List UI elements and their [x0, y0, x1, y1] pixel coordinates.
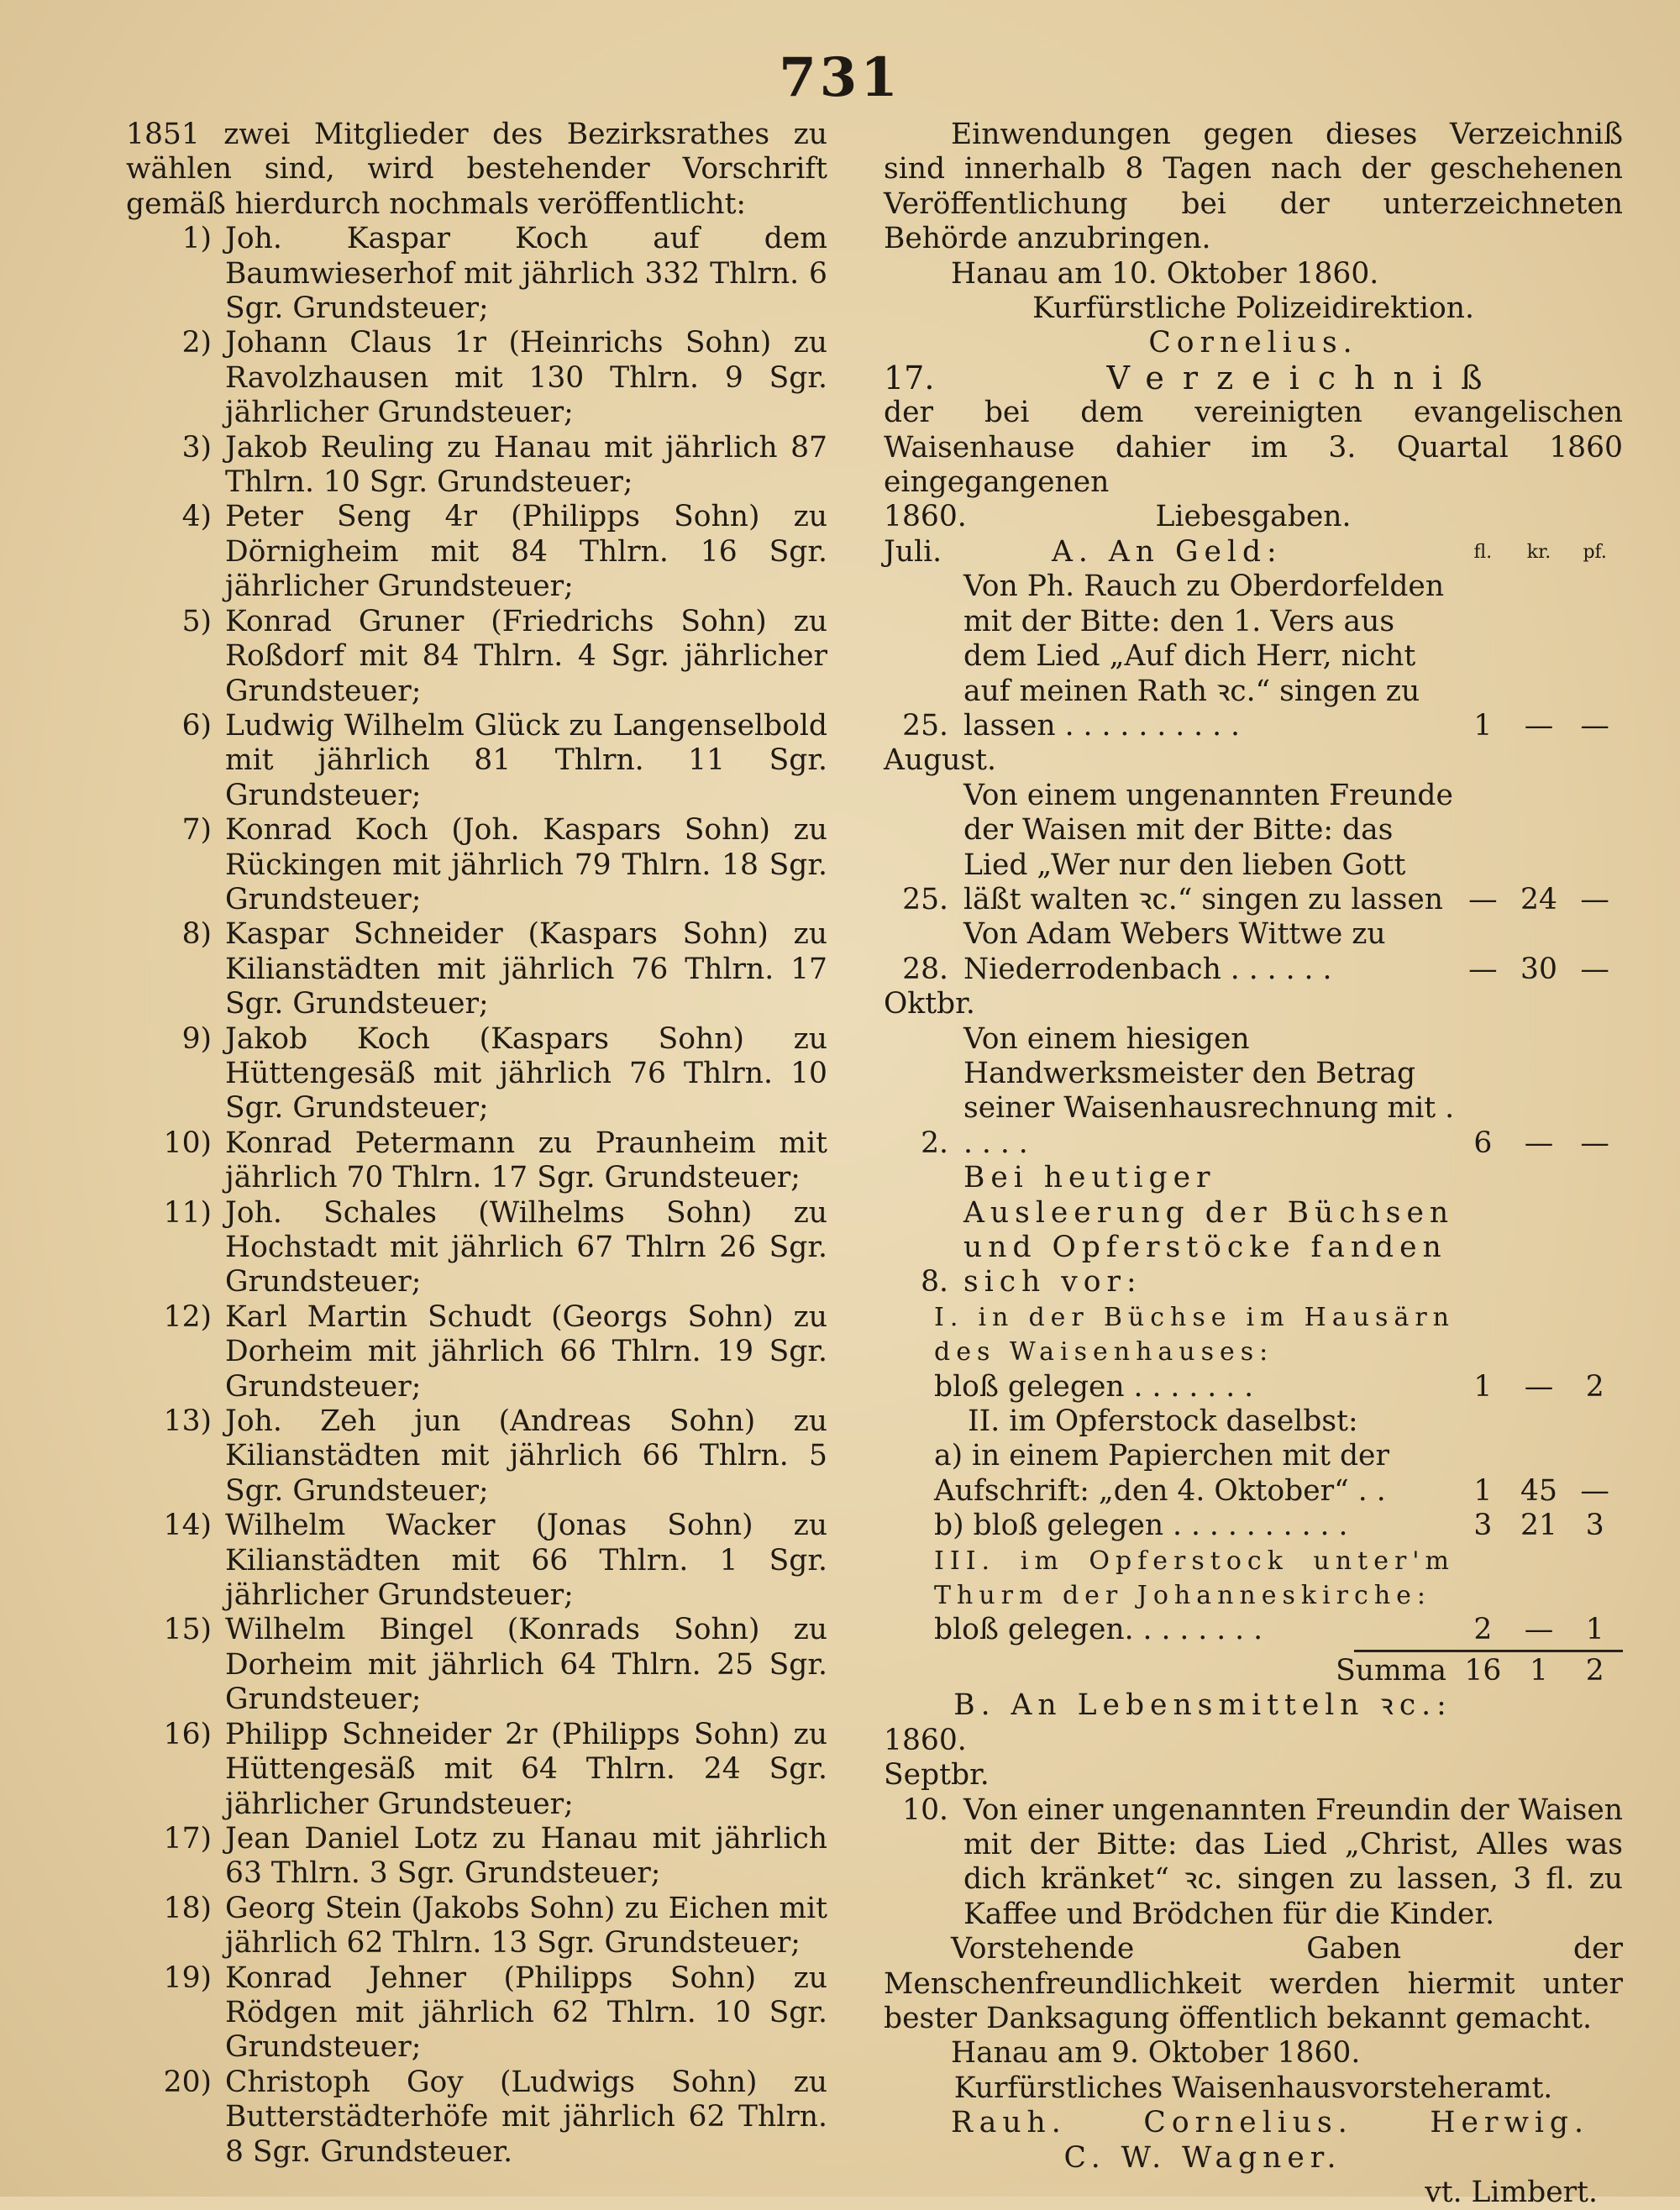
amount-fl: 6: [1473, 1126, 1493, 1160]
list-item: [126, 222, 827, 326]
list-item: [126, 1892, 827, 1961]
entry-date: 8.: [921, 1265, 948, 1299]
item-number: 12): [163, 1299, 212, 1334]
entry-row: [884, 1161, 1623, 1300]
list-item: [126, 1718, 827, 1822]
section-number: 17.: [884, 359, 935, 396]
item-number: 8): [181, 917, 212, 952]
entry-amount: [1455, 883, 1623, 917]
list-item: [126, 2066, 827, 2170]
heading-b: B. An Lebensmitteln ꝛc.:: [953, 1688, 1452, 1723]
item-number: 6): [181, 708, 212, 743]
item-number: 15): [163, 1613, 212, 1647]
amount-pf: —: [1580, 708, 1609, 743]
signer-1: Cornelius.: [1148, 326, 1358, 360]
signature: Herwig.: [1430, 2106, 1589, 2140]
sum-rule: [1354, 1650, 1623, 1652]
entry-row: [884, 1370, 1623, 1404]
list-item: [126, 1300, 827, 1404]
signature-row: [884, 2106, 1623, 2140]
item-text: Joh. Kaspar Koch auf dem Baumwieserhof mit jährlich 332 Thlrn. 6 Sgr. Grundsteuer;: [225, 222, 827, 326]
month-label: Septbr.: [884, 1758, 990, 1793]
amount-pf: 1: [1585, 1613, 1604, 1647]
candidate-list: [126, 222, 827, 2170]
item-text: Konrad Petermann zu Praunheim mit jährlich 70 Thlrn. 17 Sgr. Grundsteuer;: [225, 1126, 827, 1195]
intro-paragraph: 1851 zwei Mitglieder des Bezirksrathes zu wählen sind, wird bestehender Vorschrift gemäß hierdurch nochmals veröffentlicht:: [126, 118, 827, 221]
item-number: 1): [181, 222, 212, 256]
amount-fl: 1: [1473, 1473, 1493, 1508]
entry-text: b) bloß gelegen . . . . . . . . . .: [934, 1509, 1348, 1543]
entry-text: bloß gelegen . . . . . . .: [934, 1369, 1254, 1404]
authority-1: Kurfürstliche Polizeidirektion.: [1032, 291, 1474, 326]
section-header: [884, 361, 1623, 396]
list-item: [126, 500, 827, 604]
item-number: 14): [163, 1509, 212, 1543]
list-item: [126, 605, 827, 709]
entry-date: 25.: [902, 708, 948, 743]
item-text: Joh. Schales (Wilhelms Sohn) zu Hochstadt mit jährlich 67 Thlrn 26 Sgr. Grundsteuer;: [225, 1195, 827, 1299]
entry-row: [884, 1439, 1623, 1509]
entry-amount: [1455, 1613, 1623, 1647]
currency-kr: kr.: [1526, 541, 1551, 563]
item-number: 7): [181, 813, 212, 848]
month-label: August.: [884, 743, 996, 778]
list-item: [126, 1126, 827, 1196]
amount-kr: —: [1524, 1613, 1554, 1647]
amount-pf: —: [1580, 882, 1609, 916]
list-item: [126, 1961, 827, 2066]
entry-amount: [1455, 1474, 1623, 1509]
amount-kr: 45: [1520, 1473, 1557, 1508]
item-text: Konrad Koch (Joh. Kaspars Sohn) zu Rückingen mit jährlich 79 Thlrn. 18 Sgr. Grundsteuer;: [225, 813, 827, 916]
amount-fl: —: [1468, 952, 1498, 986]
entry-amount: [1455, 1126, 1623, 1161]
amount-pf: —: [1580, 1126, 1609, 1160]
item-text: Jakob Koch (Kaspars Sohn) zu Hüttengesäß mit jährlich 76 Thlrn. 10 Sgr. Grundsteuer;: [225, 1021, 827, 1126]
entry-text: Von einem hiesigen Handwerksmeister den Betrag seiner Waisenhausrechnung mit . . . . .: [963, 1021, 1455, 1160]
entry-date: 2.: [921, 1126, 948, 1160]
item-number: 9): [181, 1021, 212, 1056]
item-text: Karl Martin Schudt (Georgs Sohn) zu Dorheim mit jährlich 66 Thlrn. 19 Sgr. Grundsteuer;: [225, 1299, 827, 1404]
item-text: Peter Seng 4r (Philipps Sohn) zu Dörnigheim mit 84 Thlrn. 16 Sgr. jährlicher Grundsteuer;: [225, 500, 827, 604]
item-text: Johann Claus 1r (Heinrichs Sohn) zu Ravolzhausen mit 130 Thlrn. 9 Sgr. jährlicher Grundsteuer;: [225, 326, 827, 430]
signature: Rauh.: [951, 2106, 1067, 2140]
entry-amount: [1455, 1370, 1623, 1404]
entry-text: Von Adam Webers Wittwe zu Niederrodenbach . . . . . .: [963, 917, 1386, 986]
amount-kr: —: [1524, 1126, 1554, 1160]
entry-row: [884, 1793, 1623, 1933]
month-label: Oktbr.: [884, 987, 975, 1021]
amount-pf: 3: [1585, 1509, 1604, 1543]
entry-row: [884, 1022, 1623, 1162]
year-label: 1860.: [884, 500, 967, 534]
item-number: 2): [181, 326, 212, 360]
month-label: Juli.: [884, 534, 942, 569]
right-column: [884, 118, 1623, 2210]
list-item: [126, 1022, 827, 1126]
left-column: [126, 118, 827, 2170]
sub-heading-3: III. im Opferstock unter'm Thurm der Johanneskirche:: [934, 1546, 1455, 1611]
list-item: [126, 709, 827, 813]
item-number: 5): [181, 604, 212, 638]
list-item: [126, 1196, 827, 1300]
item-text: Konrad Jehner (Philipps Sohn) zu Rödgen mit jährlich 62 Thlrn. 10 Sgr. Grundsteuer;: [225, 1961, 827, 2065]
amount-pf: 2: [1585, 1653, 1604, 1688]
item-number: 18): [163, 1891, 212, 1925]
amount-pf: —: [1580, 952, 1609, 986]
amount-fl: 16: [1464, 1653, 1502, 1688]
entry-text: Bei heutiger Ausleerung der Büchsen und Opferstöcke fanden sich vor:: [963, 1161, 1455, 1299]
entry-text: Von einer ungenannten Freundin der Waisen mit der Bitte: das Lied „Christ, Alles was dich kränket“ ꝛc. singen zu lassen, 3 fl. zu Kaffee und Brödchen für die Kinder.: [963, 1793, 1623, 1931]
sub-heading-1: I. in der Büchse im Hausärn des Waisenhauses:: [934, 1302, 1455, 1367]
list-item: [126, 431, 827, 501]
amount-kr: —: [1524, 708, 1554, 743]
objection-paragraph: Einwendungen gegen dieses Verzeichniß sind innerhalb 8 Tagen nach der geschehenen Veröffentlichung bei der unterzeichneten Behörde anzubringen.: [884, 118, 1623, 256]
list-item: [126, 813, 827, 917]
item-number: 13): [163, 1404, 212, 1439]
list-item: [126, 326, 827, 430]
currency-header: [1455, 535, 1623, 570]
entry-row: [884, 570, 1623, 743]
item-text: Joh. Zeh jun (Andreas Sohn) zu Kilianstädten mit jährlich 66 Thlrn. 5 Sgr. Grundsteuer;: [225, 1404, 827, 1508]
amount-fl: 3: [1473, 1509, 1493, 1543]
item-text: Jakob Reuling zu Hanau mit jährlich 87 Thlrn. 10 Sgr. Grundsteuer;: [225, 430, 827, 500]
amount-fl: —: [1468, 882, 1498, 916]
item-text: Wilhelm Wacker (Jonas Sohn) zu Kilianstädten mit 66 Thlrn. 1 Sgr. jährlicher Grundsteuer;: [225, 1509, 827, 1613]
entry-date: 28.: [902, 952, 948, 986]
entry-date: 25.: [902, 882, 948, 916]
item-text: Wilhelm Bingel (Konrads Sohn) zu Dorheim mit jährlich 64 Thlrn. 25 Sgr. Grundsteuer;: [225, 1613, 827, 1717]
amount-fl: 2: [1473, 1613, 1493, 1647]
entry-text: bloß gelegen. . . . . . . .: [934, 1613, 1263, 1647]
item-number: 3): [181, 430, 212, 465]
item-number: 16): [163, 1717, 212, 1751]
entry-date: 10.: [902, 1793, 948, 1827]
entry-amount: [1455, 1509, 1623, 1543]
signature: C. W. Wagner.: [1063, 2140, 1342, 2175]
entry-text: a) in einem Papierchen mit der Aufschrift: „den 4. Oktober“ . .: [934, 1439, 1389, 1508]
amount-pf: 2: [1585, 1369, 1604, 1404]
entry-row: [884, 917, 1623, 987]
item-text: Konrad Gruner (Friedrichs Sohn) zu Roßdorf mit 84 Thlrn. 4 Sgr. jährlicher Grundsteuer;: [225, 604, 827, 708]
place-date-2: Hanau am 9. Oktober 1860.: [951, 2036, 1361, 2071]
list-item: [126, 917, 827, 1021]
item-text: Philipp Schneider 2r (Philipps Sohn) zu Hüttengesäß mit 64 Thlrn. 24 Sgr. jährlicher Grundsteuer;: [225, 1717, 827, 1821]
item-number: 17): [163, 1821, 212, 1856]
section-title: Verzeichniß: [1106, 359, 1501, 396]
entry-text: Von einem ungenannten Freunde der Waisen mit der Bitte: das Lied „Wer nur den lieben Gott läßt walten ꝛc.“ singen zu lassen: [963, 778, 1453, 916]
item-text: Christoph Goy (Ludwigs Sohn) zu Butterstädterhöfe mit jährlich 62 Thlrn. 8 Sgr. Grundsteuer.: [225, 2065, 827, 2169]
sum-amount: [1455, 1654, 1623, 1688]
amount-fl: 1: [1473, 1369, 1493, 1404]
head-a-row: [884, 535, 1623, 570]
amount-kr: 30: [1520, 952, 1557, 986]
entry-row: [884, 779, 1623, 918]
item-number: 20): [163, 2065, 212, 2099]
page-number: 731: [779, 46, 901, 109]
list-item: [126, 1822, 827, 1892]
thanks-paragraph: Vorstehende Gaben der Menschenfreundlichkeit werden hiermit unter bester Danksagung öffentlich bekannt gemacht.: [884, 1932, 1623, 2035]
item-number: 11): [163, 1195, 212, 1230]
amount-kr: 1: [1530, 1653, 1548, 1688]
entry-row: [884, 1613, 1623, 1647]
amount-fl: 1: [1473, 708, 1493, 743]
item-number: 4): [181, 500, 212, 534]
authority-2: Kurfürstliches Waisenhausvorsteheramt.: [953, 2071, 1553, 2105]
item-text: Jean Daniel Lotz zu Hanau mit jährlich 63 Thlrn. 3 Sgr. Grundsteuer;: [225, 1821, 827, 1891]
amount-kr: 24: [1520, 882, 1557, 916]
year-subtitle-row: [884, 500, 1623, 534]
signature: vt. Limbert.: [1425, 2175, 1598, 2209]
item-text: Georg Stein (Jakobs Sohn) zu Eichen mit jährlich 62 Thlrn. 13 Sgr. Grundsteuer;: [225, 1891, 827, 1961]
item-text: Kaspar Schneider (Kaspars Sohn) zu Kilianstädten mit jährlich 76 Thlrn. 17 Sgr. Grundsteuer;: [225, 917, 827, 1021]
section-subtitle: der bei dem vereinigten evangelischen Waisenhause dahier im 3. Quartal 1860 eingegangenen: [884, 396, 1623, 500]
entry-amount: [1455, 953, 1623, 987]
amount-kr: —: [1524, 1369, 1554, 1404]
amount-pf: —: [1580, 1473, 1609, 1508]
list-item: [126, 1613, 827, 1717]
sum-row: [884, 1654, 1623, 1688]
entry-amount: [1455, 709, 1623, 743]
place-date-1: Hanau am 10. Oktober 1860.: [951, 256, 1379, 291]
list-item: [126, 1509, 827, 1613]
list-item: [126, 1404, 827, 1509]
item-number: 10): [163, 1126, 212, 1160]
item-text: Ludwig Wilhelm Glück zu Langenselbold mit jährlich 81 Thlrn. 11 Sgr. Grundsteuer;: [225, 708, 827, 812]
year-label: 1860.: [884, 1723, 967, 1757]
entry-text: Von Ph. Rauch zu Oberdorfelden mit der Bitte: den 1. Vers aus dem Lied „Auf dich Herr, nicht auf meinen Rath ꝛc.“ singen zu lassen . . . . . . . . . .: [963, 570, 1445, 743]
signature: Cornelius.: [1143, 2106, 1353, 2140]
section-subtitle-2: Liebesgaben.: [1155, 500, 1352, 534]
currency-pf: pf.: [1583, 541, 1607, 563]
entry-row: [884, 1509, 1623, 1543]
item-number: 19): [163, 1961, 212, 1995]
amount-kr: 21: [1520, 1509, 1557, 1543]
sub-heading-2: II. im Opferstock daselbst:: [968, 1404, 1358, 1439]
sum-label: Summa: [1336, 1653, 1446, 1688]
heading-a: A. An Geld:: [1052, 534, 1283, 569]
currency-fl: fl.: [1473, 541, 1493, 563]
